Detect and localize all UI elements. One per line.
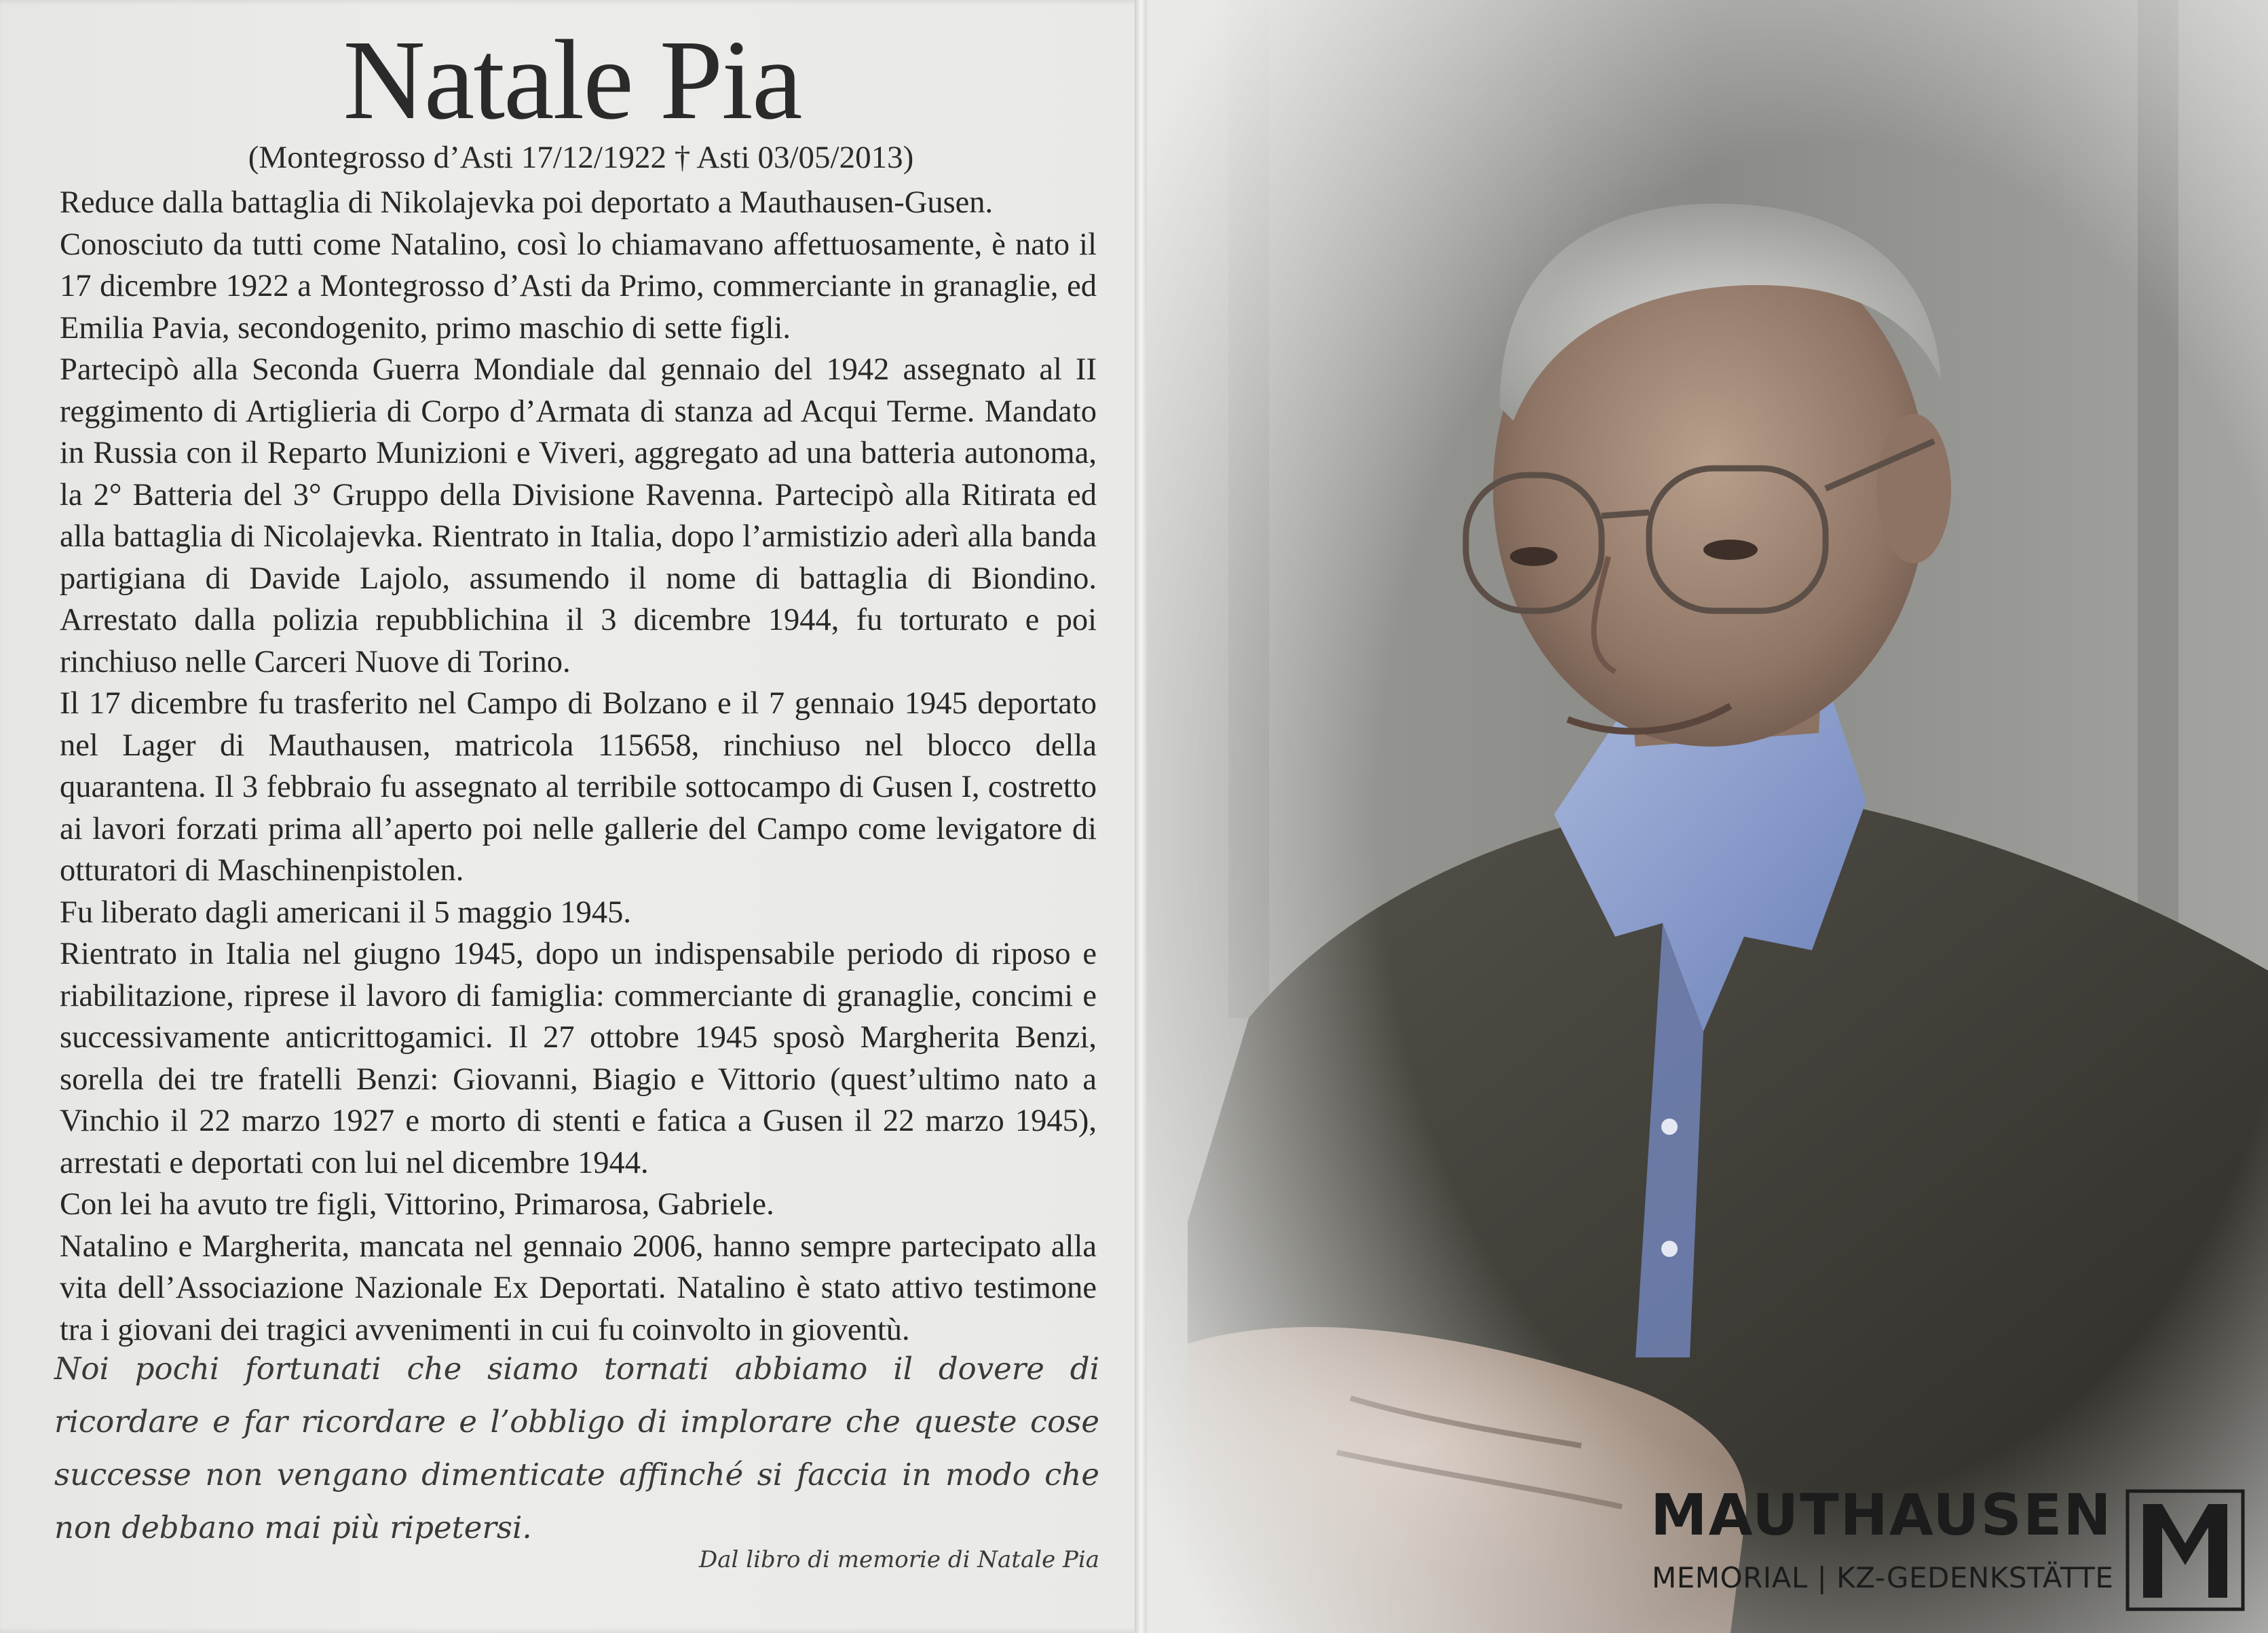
paragraph: Partecipò alla Seconda Guerra Mondiale dal gennaio del 1942 assegnato al II reggimento di Artiglieria di Corpo d’Armata di stanza ad Acqui Terme. Mandato in Russia con il Reparto Munizioni e Viveri, aggregato ad una batteria autonoma, la 2° Batteria del 3° Gruppo della Divisione Ravenna. Partecipò alla Ritirata ed alla battaglia di Nicolajevka. Rientrato in Italia, dopo l’armistizio aderì alla banda partigiana di Davide Lajolo, assumendo il nome di battaglia di Biondino. Arrestato dalla polizia repubblichina il 3 dicembre 1944, fu torturato e poi rinchiuso nelle Carceri Nuove di Torino. <box>60 352 1097 679</box>
logo-wordmark: MAUTHAUSEN <box>1650 1482 2113 1548</box>
quote-source: Dal libro di memorie di Natale Pia <box>699 1546 1100 1573</box>
paragraph: Reduce dalla battaglia di Nikolajevka poi deportato a Mauthausen-Gusen. <box>60 185 994 220</box>
paragraph: Il 17 dicembre fu trasferito nel Campo di Bolzano e il 7 gennaio 1945 deportato nel Lager di Mauthausen, matricola 115658, rinchiuso nel blocco della quarantena. Il 3 febbraio fu assegnato al terribile sottocampo di Gusen I, costretto ai lavori forzati prima all’aperto poi nelle gallerie del Campo come levigatore di otturatori di Maschinenpistolen. <box>60 686 1097 888</box>
portrait-illustration <box>1147 0 2268 1633</box>
paragraph: Con lei ha avuto tre figli, Vittorino, Primarosa, Gabriele. <box>60 1187 774 1222</box>
biography-text <box>60 182 1097 1351</box>
paragraph: Conosciuto da tutti come Natalino, così lo chiamavano affettuosamente, è nato il 17 dicembre 1922 a Montegrosso d’Asti da Primo, commerciante in granaglie, ed Emilia Pavia, secondogenito, primo maschio di sette figli. <box>60 227 1097 345</box>
paragraph: Fu liberato dagli americani il 5 maggio 1945. <box>60 895 631 930</box>
logo-m-icon <box>2125 1489 2245 1611</box>
paragraph: Rientrato in Italia nel giugno 1945, dopo un indispensabile periodo di riposo e riabilitazione, riprese il lavoro di famiglia: commerciante di granaglie, concimi e successivamente anticrittogamici. Il 27 ottobre 1945 sposò Margherita Benzi, sorella dei tre fratelli Benzi: Giovanni, Biagio e Vittorio (quest’ultimo nato a Vinchio il 22 marzo 1927 e morto di stenti e fatica a Gusen il 22 marzo 1945), arrestati e deportati con lui nel dicembre 1944. <box>60 937 1097 1180</box>
portrait-photo <box>1147 0 2268 1633</box>
mauthausen-logo <box>1650 1482 2248 1615</box>
life-dates: (Montegrosso d’Asti 17/12/1922 † Asti 03/05/2013) <box>248 140 914 175</box>
card-title: Natale Pia <box>343 17 801 143</box>
memoir-quote: Noi pochi fortunati che siamo tornati abbiamo il dovere di ricordare e far ricordare e l’obbligo di implorare che queste cose successe non vengano dimenticate affinché si faccia in modo che non debbano mai più ripetersi. <box>54 1351 1099 1545</box>
card-fold <box>1135 0 1147 1633</box>
logo-subtitle: MEMORIAL | KZ-GEDENKSTÄTTE <box>1652 1561 2114 1594</box>
paragraph: Natalino e Margherita, mancata nel gennaio 2006, hanno sempre partecipato alla vita dell’Associazione Nazionale Ex Deportati. Natalino è stato attivo testimone tra i giovani dei tragici avvenimenti in cui fu coinvolto in gioventù. <box>60 1228 1097 1347</box>
